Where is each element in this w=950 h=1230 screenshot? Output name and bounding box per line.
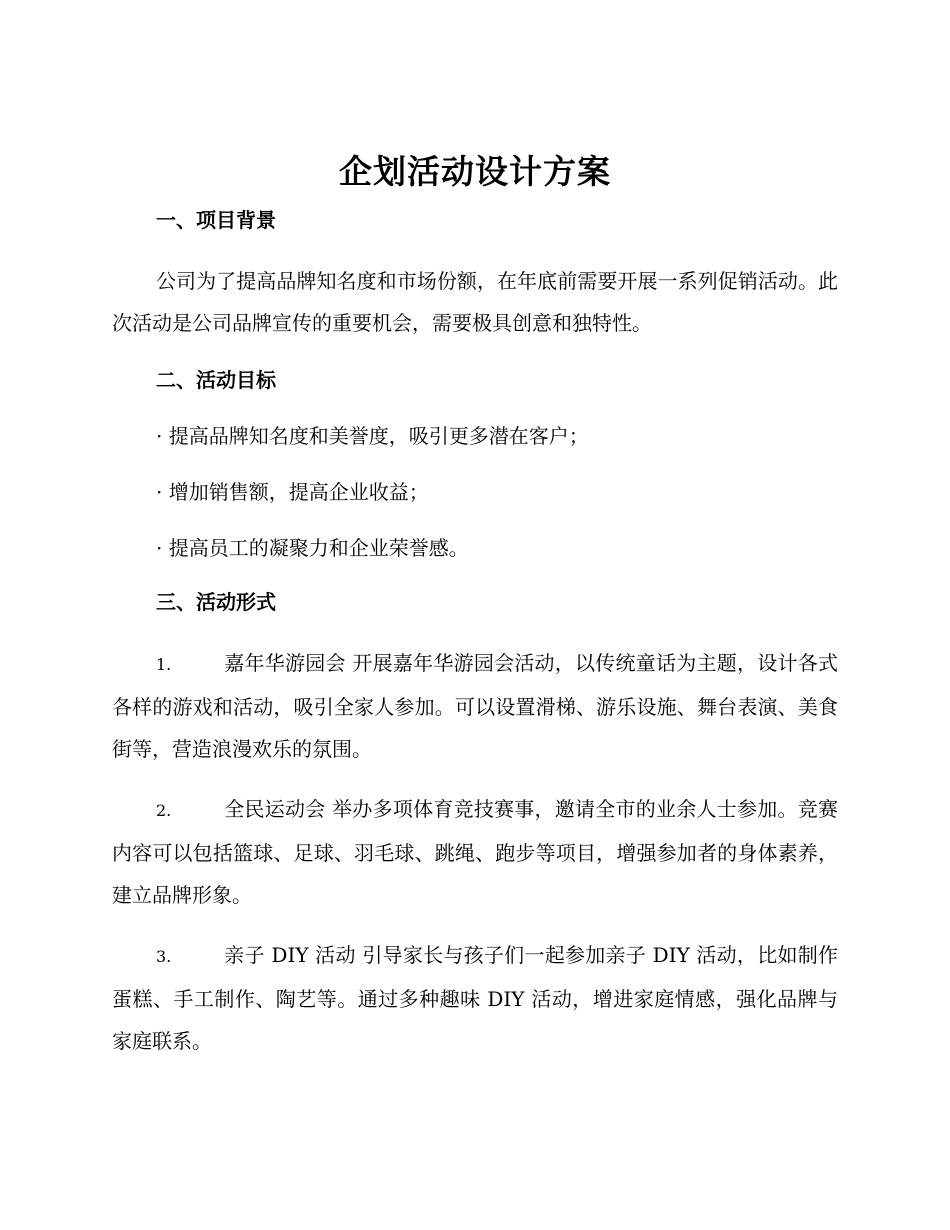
item-title: 全民运动会	[224, 797, 326, 821]
item-number: 3.	[156, 947, 172, 966]
section-heading-formats: 三、活动形式	[156, 590, 276, 614]
item-number: 1.	[156, 655, 172, 674]
goal-bullet-3: · 提高员工的凝聚力和企业荣誉感。	[156, 536, 469, 560]
format-item-1	[112, 642, 838, 770]
item-title: 嘉年华游园会	[224, 651, 346, 675]
format-item-2	[112, 788, 838, 916]
background-paragraph: 公司为了提高品牌知名度和市场份额，在年底前需要开展一系列促销活动。此次活动是公司品牌宣传的重要机会，需要极具创意和独特性。	[112, 269, 838, 335]
goal-bullet-2: · 增加销售额，提高企业收益；	[156, 480, 429, 504]
item-text: 引导家长与孩子们一起参加亲子 DIY 活动，比如制作蛋糕、手工制作、陶艺等。通过多种趣味 DIY 活动，增进家庭情感，强化品牌与家庭联系。	[112, 943, 838, 1053]
section-heading-background: 一、项目背景	[156, 208, 276, 232]
item-text: 举办多项体育竞技赛事，邀请全市的业余人士参加。竞赛内容可以包括篮球、足球、羽毛球、跳绳、跑步等项目，增强参加者的身体素养，建立品牌形象。	[112, 797, 839, 907]
document-title: 企划活动设计方案	[339, 152, 611, 191]
format-item-3	[112, 934, 838, 1062]
goal-bullet-1: · 提高品牌知名度和美誉度，吸引更多潜在客户；	[156, 424, 589, 448]
item-text: 开展嘉年华游园会活动，以传统童话为主题，设计各式各样的游戏和活动，吸引全家人参加。可以设置滑梯、游乐设施、舞台表演、美食街等，营造浪漫欢乐的氛围。	[112, 651, 839, 761]
item-number: 2.	[156, 801, 172, 820]
section-heading-goals: 二、活动目标	[156, 368, 276, 392]
item-title: 亲子 DIY 活动	[224, 943, 356, 967]
